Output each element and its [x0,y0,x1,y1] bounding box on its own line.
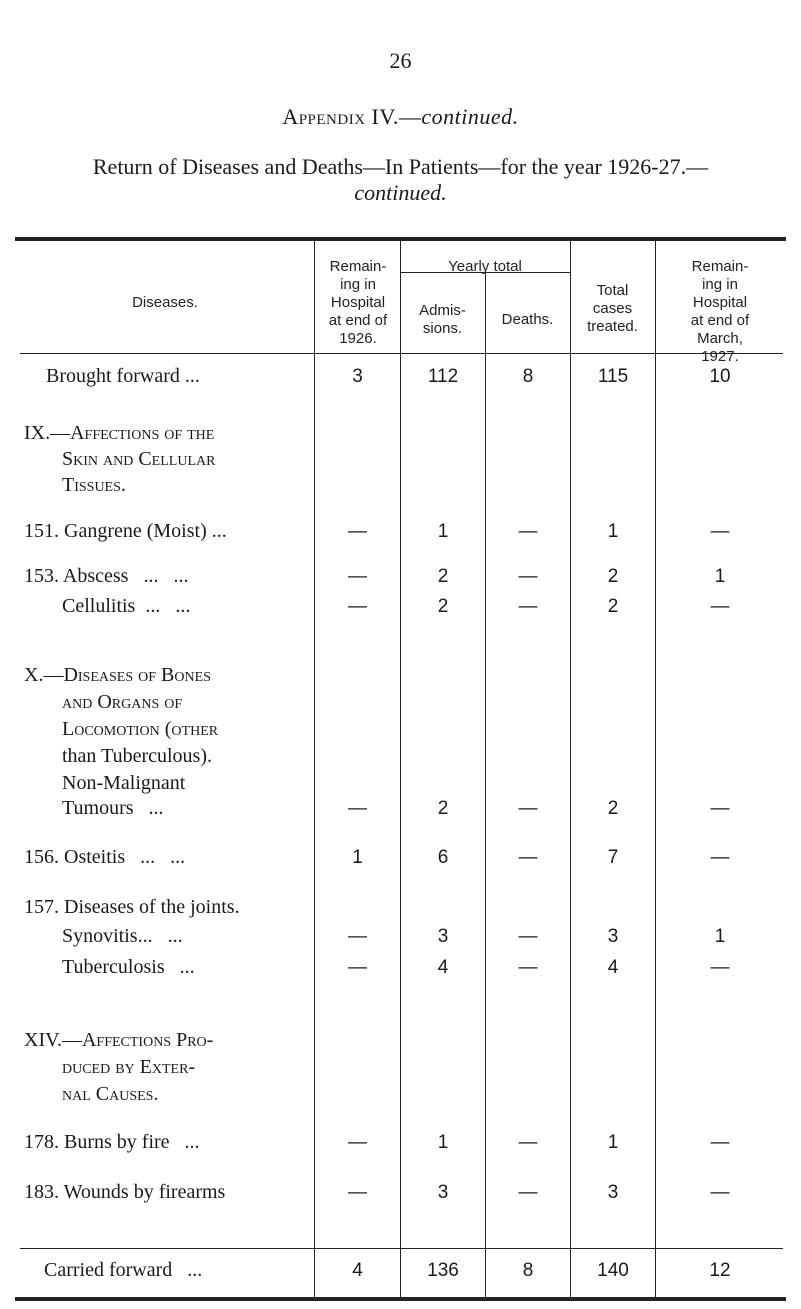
header-total-cases: Total cases treated. [587,282,638,335]
cell: — [710,1132,730,1153]
cell: — [710,957,730,978]
cell: — [348,926,367,947]
cell: — [348,521,367,542]
table-bottom-rule [15,1297,786,1301]
row-label-carried-forward: Carried forward ... [44,1259,203,1281]
cell: 1 [437,1132,449,1153]
cell: — [710,1182,730,1203]
section-ix-heading: IX.—Affections of the Skin and Cellular Tissues. [24,422,216,496]
header-yearly-total: Yearly total [448,258,522,275]
cell: 2 [437,596,449,617]
cell: 7 [607,847,619,868]
cell: 6 [437,847,449,868]
cell: 12 [709,1260,731,1281]
cell: — [348,1182,367,1203]
header-remaining-start: Remain- ing in Hospital at end of 1926. [328,258,388,347]
cell: — [518,566,538,587]
cell: 136 [427,1260,459,1281]
row-label-178: 178. Burns by fire ... [24,1131,200,1153]
cell: 1 [714,926,726,947]
row-label-151: 151. Gangrene (Moist) ... [24,520,227,542]
cell: 8 [522,366,534,387]
table-title: Return of Diseases and Deaths—In Patients—for the year 1926-27.— [92,154,709,179]
cell: — [348,596,367,617]
cell: — [348,566,367,587]
section-xiv-heading: XIV.—Affections Pro- duced by Exter- nal Causes. [24,1029,214,1105]
cell: — [348,957,367,978]
row-label-tuberculosis: Tuberculosis ... [62,956,195,978]
cell: 112 [427,366,459,387]
cell: 2 [437,566,449,587]
cell: — [518,957,538,978]
cell: 3 [437,1182,449,1203]
cell: — [710,521,730,542]
cell: 3 [352,366,363,387]
cell: — [518,521,538,542]
cell: 1 [607,1132,619,1153]
cell: 3 [437,926,449,947]
cell: 4 [607,957,619,978]
row-label-156: 156. Osteitis ... ... [24,846,186,868]
section-x-heading: X.—Diseases of Bones and Organs of Locomotion (other than Tuberculous). Non-Malignant [24,664,219,794]
row-label-synovitis: Synovitis... ... [62,925,183,947]
cell: 2 [437,798,449,819]
table-title-continued: continued. [354,180,447,205]
cell: 140 [597,1260,629,1281]
cell: 3 [607,926,619,947]
header-remaining-end: Remain- ing in Hospital at end of March, 1927. [690,258,750,365]
cell: — [518,1182,538,1203]
page-number: 26 [389,48,412,73]
cell: 4 [352,1260,363,1281]
cell: — [518,798,538,819]
cell: — [710,798,730,819]
cell: 4 [437,957,449,978]
row-label-157: 157. Diseases of the joints. [24,896,240,918]
appendix-heading [0,104,801,130]
cell: 10 [709,366,731,387]
cell: 1 [352,847,363,868]
appendix-label: Appendix IV. [282,104,399,129]
cell: — [518,847,538,868]
header-deaths: Deaths. [501,311,554,328]
cell: 2 [607,596,619,617]
cell: 1 [607,521,619,542]
cell: — [348,1132,367,1153]
appendix-dash: — [398,104,422,129]
cell: — [518,596,538,617]
row-label-183: 183. Wounds by firearms [24,1181,226,1203]
cell: — [518,926,538,947]
pre-total-rule [20,1248,783,1249]
cell: 8 [522,1260,534,1281]
cell: — [710,596,730,617]
row-label-153: 153. Abscess ... ... [24,565,189,587]
cell: — [710,847,730,868]
header-admissions: Admis- sions. [419,302,466,337]
header-diseases: Diseases. [132,294,198,311]
appendix-continued: continued. [421,104,519,129]
row-label-cellulitis: Cellulitis ... ... [62,595,191,617]
cell: 2 [607,566,619,587]
cell: 1 [437,521,449,542]
cell: — [348,798,367,819]
row-label-brought-forward: Brought forward ... [46,365,200,387]
cell: — [518,1132,538,1153]
cell: 3 [607,1182,619,1203]
cell: 115 [597,366,629,387]
row-label-tumours: Tumours ... [62,797,164,819]
cell: 2 [607,798,619,819]
cell: 1 [714,566,726,587]
